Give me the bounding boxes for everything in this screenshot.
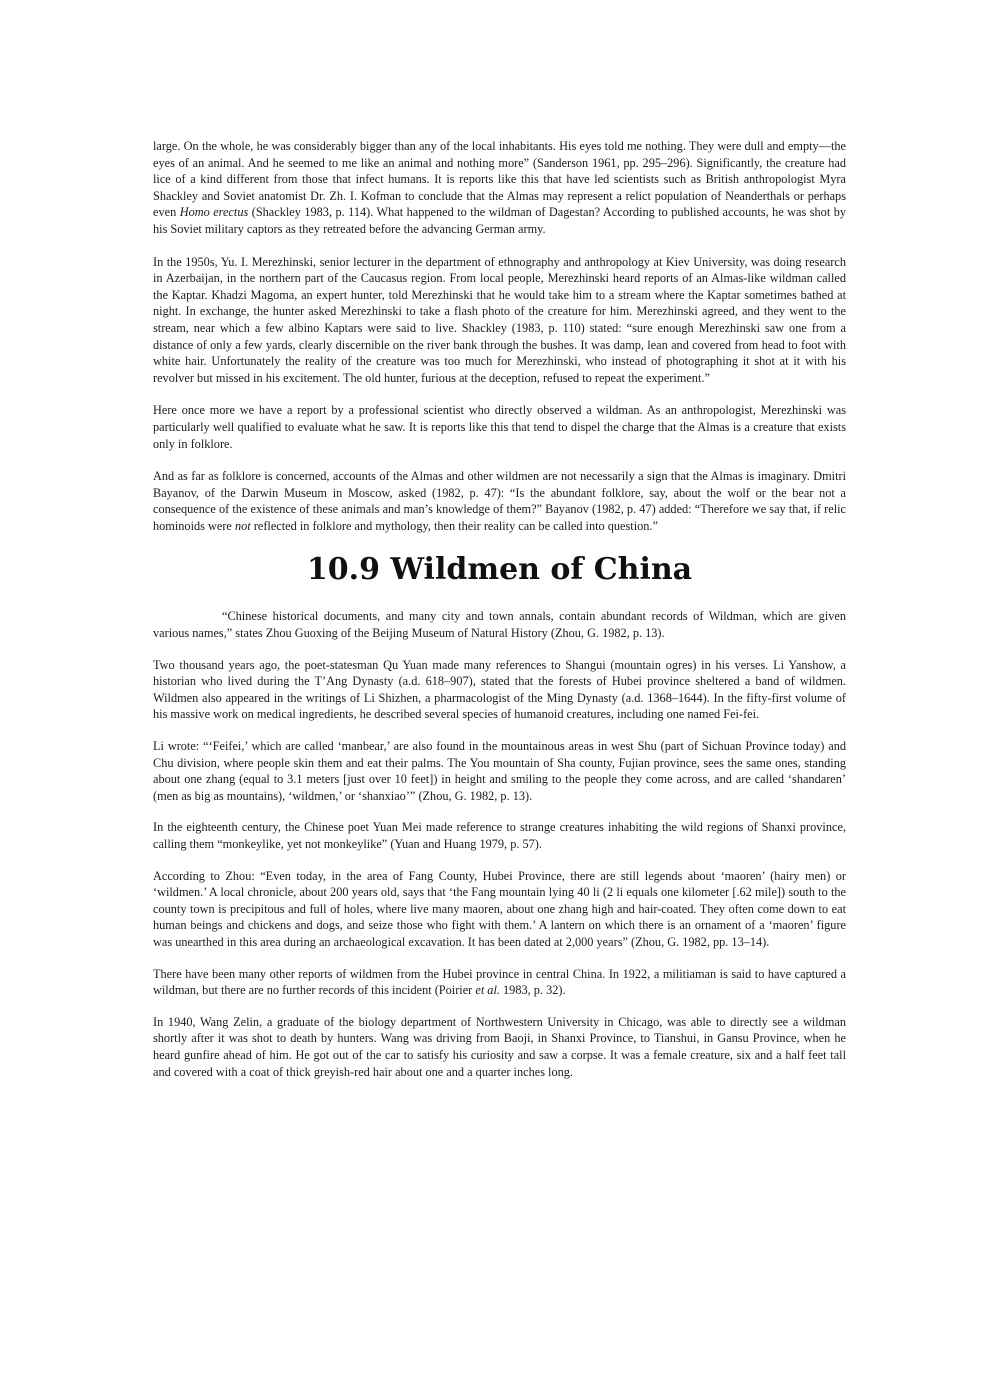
paragraph-chinese-documents: “Chinese historical documents, and many city and town annals, contain abundant records of Wildman, which are given various names,” states Zhou Guoxing of the Beijing Museum of Natural History (Zhou, G. 1982, p. 13). <box>153 609 846 641</box>
paragraph-wang-zelin: In 1940, Wang Zelin, a graduate of the biology department of Northwestern University in Chicago, was able to directly see a wildman shortly after it was shot to death by hunters. Wang was driving from Baoji, in Shanxi Province, to Tianshui, in Gansu Province, when he heard gunfire ahead of him. He got out of the car to satisfy his curiosity and saw a corpse. It was a female creature, six and a half feet tall and covered with a coat of thick greyish-red hair about one and a quarter inches long. <box>153 1014 846 1079</box>
paragraph-merezhinski: In the 1950s, Yu. I. Merezhinski, senior lecturer in the department of ethnography and anthropology at Kiev University, was doing research in Azerbaijan, in the northern part of the Caucasus region. From local people, Merezhinski heard reports of an Almas-like wildman called the Kaptar. Khadzi Magoma, an expert hunter, told Merezhinski that he would take him to a stream where the Kaptar sometimes bathed at night. In exchange, the hunter asked Merezhinski to take a flash photo of the creature for him. Merezhinski agreed, and they went to the stream, near which a few albino Kaptars were said to live. Shackley (1983, p. 110) stated: “sure enough Merezhinski saw one from a distance of only a few yards, clearly discernible on the river bank through the bushes. It was damp, lean and covered from head to foot with white hair. Unfortunately the reality of the creature was too much for Merezhinski, who instead of photographing it shot at it with his revolver but missed in his excitement. The old hunter, furious at the deception, refused to repeat the experiment.” <box>153 254 846 385</box>
paragraph-professional-scientist: Here once more we have a report by a professional scientist who directly observed a wildman. As an anthropologist, Merezhinski was particularly well qualified to evaluate what he saw. It is reports like this that tend to dispel the charge that the Almas is a creature that exists only in folklore. <box>153 403 846 451</box>
italic-term: not <box>234 518 251 533</box>
paragraph-yuan-mei: In the eighteenth century, the Chinese poet Yuan Mei made reference to strange creatures inhabiting the wild regions of Shanxi province, calling them “monkeylike, yet not monkeylike” (Yuan and Huang 1979, p. 57). <box>153 820 846 851</box>
italic-term: et al. <box>475 983 500 998</box>
paragraph-folklore: And as far as folklore is concerned, accounts of the Almas and other wildmen are not necessarily a sign that the Almas is imaginary. Dmitri Bayanov, of the Darwin Museum in Moscow, asked (1982, p. 47): “Is the abundant folklore, say, about the wolf or the bear not a consequence of the existence of these animals and man’s knowledge of them?” Bayanov (1982, p. 47) added: “Therefore we say that, if relic hominoids were not reflected in folklore and mythology, then their reality can be called into question.” <box>153 469 846 533</box>
italic-term: Homo erectus <box>179 205 249 220</box>
section-heading: 10.9 Wildmen of China <box>306 552 693 588</box>
paragraph-li-feifei: Li wrote: “‘Feifei,’ which are called ‘manbear,’ are also found in the mountainous areas in west Shu (part of Sichuan Province today) and Chu division, where people skin them and eat their palms. The You mountain of Sha county, Fujian province, sees the same ones, standing about one zhang (equal to 3.1 meters [just over 10 feet]) in height and smiling to the people they come across, and are called ‘shandaren’ (men as big as mountains), ‘wildmen,’ or ‘shanxiao’” (Zhou, G. 1982, p. 13). <box>153 739 846 803</box>
paragraph-hubei-reports: There have been many other reports of wildmen from the Hubei province in central China. In 1922, a militiaman is said to have captured a wildman, but there are no further records of this incident (Poirier et al. 1983, p. 32). <box>153 966 846 998</box>
paragraph-almas-description: large. On the whole, he was considerably bigger than any of the local inhabitants. His eyes told me nothing. They were dull and empty—the eyes of an animal. And he seemed to me like an animal and nothing more” (Sanderson 1961, pp. 295–296). Significantly, the creature had lice of a kind different from those that infect humans. It is reports like this that have led scientists such as British anthropologist Myra Shackley and Soviet anatomist Dr. Zh. I. Kofman to conclude that the Almas may represent a relict population of Neanderthals or perhaps even Homo erectus (Shackley 1983, p. 114). What happened to the wildman of Dagestan? According to published accounts, he was shot by his Soviet military captors as they retreated before the advancing German army. <box>153 139 847 236</box>
document-page <box>153 138 846 1095</box>
paragraph-fang-county: According to Zhou: “Even today, in the area of Fang County, Hubei Province, there are still legends about ‘maoren’ (hairy men) or ‘wildmen.’ A local chronicle, about 200 years old, says that ‘the Fang mountain lying 40 li (2 li equals one kilometer [.62 mile]) south to the county town is precipitous and full of holes, where live many maoren, about one zhang high and hair-coated. They often come down to eat human beings and chickens and dogs, and seize those who fight with them.’ A lantern on which there is an ornament of a ‘maoren’ figure was unearthed in this area during an archaeological excavation. It has been dated at 2,000 years” (Zhou, G. 1982, pp. 13–14). <box>153 868 846 949</box>
paragraph-qu-yuan: Two thousand years ago, the poet-statesman Qu Yuan made many references to Shangui (mountain ogres) in his verses. Li Yanshow, a historian who lived during the T’Ang Dynasty (a.d. 618–907), stated that the forests of Hubei province sheltered a band of wildmen. Wildmen also appeared in the writings of Li Shizhen, a pharmacologist of the Ming Dynasty (a.d. 1368–1644). In the fifty-first volume of his massive work on medical ingredients, he described several species of humanoid creatures, including one named Fei-fei. <box>153 657 846 722</box>
